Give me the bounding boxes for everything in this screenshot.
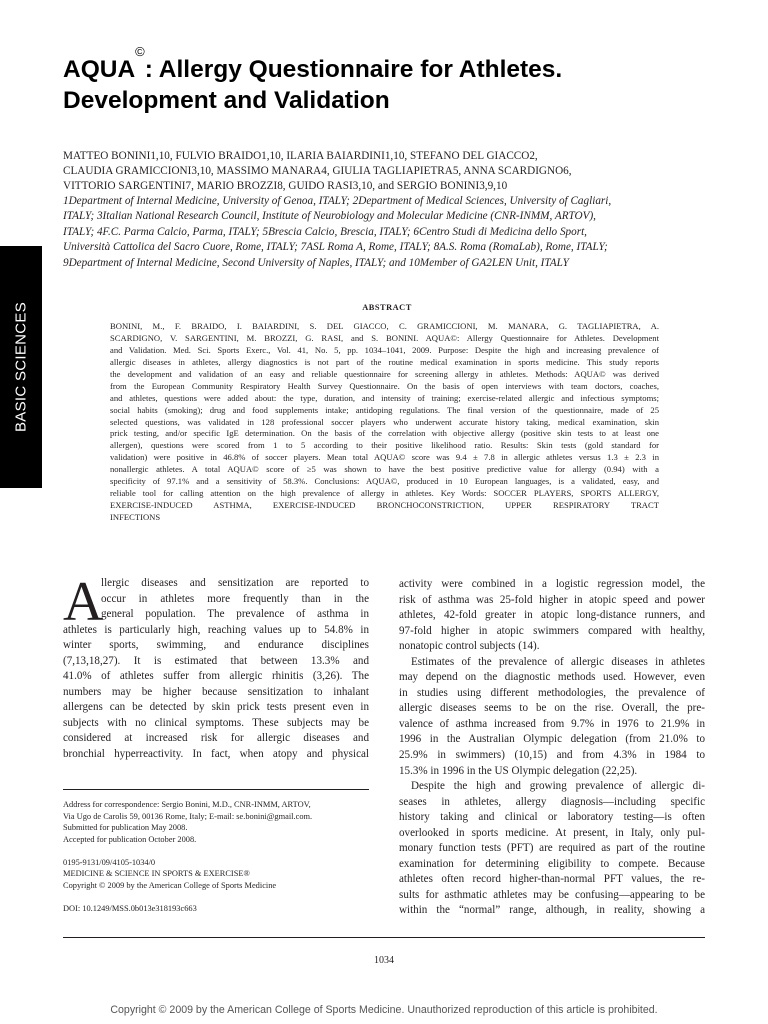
footnotes — [63, 799, 369, 914]
abstract-line: allergic diseases in athletes, allergy diagnostics is not part of the routine medical examination in sports medicine. This study reports — [110, 356, 659, 367]
footnote-divider — [63, 789, 369, 790]
drop-cap: A — [63, 571, 104, 633]
journal-line: 0195-9131/09/4105-1034/0 — [63, 857, 156, 867]
body-line: subjects with no clinical symptoms. These subjects may be — [63, 716, 369, 729]
body-line: winter sports, swimming, and endurance disciplines — [63, 639, 369, 652]
abstract-line: BONINI, M., F. BRAIDO, I. BAIARDINI, S. DEL GIACCO, C. GRAMICCIONI, M. MANARA, G. TAGLIAPIETRA, A. — [110, 321, 659, 331]
body-left-column — [63, 571, 369, 763]
title-acronym: AQUA — [63, 56, 136, 83]
body-line: considered at increased risk for allergic diseases and — [63, 732, 369, 745]
body-right-column — [399, 577, 705, 919]
body-line: numbers may be higher because sensitization to inhalant — [63, 685, 369, 698]
body-line: in studies using different methodologies, the prevalence of — [399, 686, 705, 699]
body-line: allergens can be detected by skin prick tests present even in — [63, 701, 369, 714]
correspondence-line: Submitted for publication May 2008. — [63, 823, 188, 832]
affiliation-line: 9Department of Internal Medicine, Second University of Naples, ITALY; and 10Member of GA2LEN Unit, ITALY — [63, 256, 569, 269]
body-line: monary function tests (PFT) are required as part of the routine — [399, 842, 705, 855]
body-line: seases in athletes, allergy diagnosis—including specific — [399, 795, 705, 808]
body-line: 41.0% of athletes suffer from allergic rhinitis (3,26). The — [63, 670, 369, 683]
affiliation-line: Università Cattolica del Sacro Cuore, Rome, ITALY; 7ASL Roma A, Rome, ITALY; 8A.S. Roma (RomaLab), Rome, ITALY; — [63, 241, 608, 254]
abstract-line: allergen), questions were scored from 1 to 5 according to their positive likelihood ratio. Results: Skin tests (gold standard for — [110, 440, 659, 451]
abstract-line: nonallergic athletes. A total AQUA© score of ≥5 was shown to have the best positive predictive value for allergy (0.94) with a — [110, 464, 659, 475]
body-line: may depend on the diagnostic methods used. However, even — [399, 671, 705, 684]
body-line: llergic diseases and sensitization are reported to — [101, 577, 369, 589]
affiliation-line: ITALY; 4F.C. Parma Calcio, Parma, ITALY; 5Brescia Calcio, Brescia, ITALY; 6Centro Studi di Medicina dello Sport, — [63, 225, 587, 238]
title-copyright-mark: © — [135, 44, 145, 59]
abstract-line: SCARDIGNO, V. SARGENTINI, M. BROZZI, G. RASI, and S. BONINI. AQUA©: Allergy Questionnaire for Athletes. Development — [110, 332, 659, 343]
abstract-line: INFECTIONS — [110, 512, 161, 522]
body-line: sults for asthmatic athletes may be confusing—appearing to be — [399, 888, 705, 901]
body-line: overlooked in sports medicine. At present, in Italy, only pul- — [399, 826, 705, 839]
title-line-2: Development and Validation — [63, 87, 390, 114]
title-text: : Allergy Questionnaire for Athletes. — [144, 56, 563, 83]
abstract-line: validation) were positive in 46.8% of soccer players. Mean total AQUA© score was 9.4 ± 7.8 in allergic athletes versus 1.3 ± 2.3 in — [110, 452, 659, 463]
body-line: history taking and clinical or laboratory testing—is often — [399, 811, 705, 824]
body-line: bronchial hyperreactivity. In fact, when atopy and physical — [63, 748, 369, 761]
abstract-line: social habits (smoking); drug and food supplements intake; antidoping regulations. The final version of the questionnaire, made of 25 — [110, 404, 659, 415]
abstract-body — [110, 321, 659, 524]
author-line: CLAUDIA GRAMICCIONI3,10, MASSIMO MANARA4, GIULIA TAGLIAPIETRA5, ANNA SCARDIGNO6, — [63, 165, 572, 178]
body-line: 15.3% in 1996 in the US Olympic delegation (22,25). — [399, 764, 638, 777]
author-line: MATTEO BONINI1,10, FULVIO BRAIDO1,10, ILARIA BAIARDINI1,10, STEFANO DEL GIACCO2, — [63, 150, 538, 162]
affiliation-line: ITALY; 3Italian National Research Council, Institute of Neurobiology and Molecular Medicine (CNR-INMM, ARTOV), — [63, 210, 596, 223]
body-line: 97-fold higher in atopic swimmers compared with healthy, — [399, 624, 705, 637]
abstract-line: and Validation. Med. Sci. Sports Exerc., Vol. 41, No. 5, pp. 1034–1041, 2009. Purpose: Despite the high and increasing prevalence of — [110, 344, 659, 355]
body-line: (7,13,18,27). It is estimated that between 13.3% and — [63, 654, 369, 667]
body-line: general population. The prevalence of asthma in — [101, 608, 369, 621]
body-line: Estimates of the prevalence of allergic diseases in athletes — [411, 655, 705, 668]
body-line: 1996 in the Australian Olympic delegation (from 21.0% to — [399, 733, 705, 746]
article-title — [63, 44, 703, 116]
abstract-line: and athletes, questions were added about: the type, duration, and intensity of training; exercise-related allergic and infectious symptoms; — [110, 392, 659, 403]
body-line: Despite the high and growing prevalence of allergic di- — [411, 780, 705, 793]
abstract-line: prick testing, and/or specific IgE determination. On the basis of the correlation with objective allergy (positive skin tests to at least one — [110, 428, 659, 439]
body-line: valence of asthma increased from 9.7% in 1976 to 21.9% in — [399, 717, 705, 730]
abstract-heading: ABSTRACT — [362, 303, 412, 312]
body-line: 25.9% in swimmers) (10,15) and from 4.3% in 1984 to — [399, 749, 705, 762]
abstract-line: reliable tool for calling attention on the high prevalence of allergy in athletes. Key Words: SOCCER PLAYERS, SPORTS ALLERGY, — [110, 488, 659, 499]
page-divider — [63, 937, 705, 938]
copyright-notice: Copyright © 2009 by the American College of Sports Medicine. Unauthorized reproduction of this article is prohibited. — [110, 1004, 658, 1016]
section-label: BASIC SCIENCES — [12, 301, 30, 433]
body-line: athletes is particularly high, reaching values up to 54.8% in — [63, 623, 369, 636]
body-line: risk of asthma was 25-fold higher in atopic speed and power — [399, 593, 705, 606]
correspondence-line: Via Ugo de Carolis 59, 00136 Rome, Italy; E-mail: se.bonini@gmail.com. — [63, 811, 313, 821]
doi: DOI: 10.1249/MSS.0b013e318193c663 — [63, 903, 197, 913]
correspondence-line: Address for correspondence: Sergio Bonini, M.D., CNR-INMM, ARTOV, — [63, 800, 311, 809]
author-list — [63, 149, 703, 195]
body-line: athletes often record higher-than-normal PFT values, the re- — [399, 873, 705, 886]
page-number: 1034 — [374, 955, 394, 966]
abstract-line: the development and validation of an easy and reliable questionnaire for screening allergy in athletes. Methods: AQUA© was derived — [110, 368, 659, 379]
body-line: allergic diseases seems to be on the rise. Overall, the pre- — [399, 702, 705, 715]
body-line: nonatopic control subjects (14). — [399, 640, 540, 653]
body-line: within the “normal” range, although, in reality, showing a — [399, 904, 705, 917]
abstract-line: specificity of 97.1% and a sensitivity of 58.3%. Conclusions: AQUA©, produced in 10 European languages, is a validated, easy, and — [110, 476, 659, 487]
body-line: occur in athletes more frequently than in the — [101, 592, 369, 605]
body-line: activity were combined in a logistic regression model, the — [399, 578, 705, 590]
author-line: VITTORIO SARGENTINI7, MARIO BROZZI8, GUIDO RASI3,10, and SERGIO BONINI3,9,10 — [63, 180, 508, 193]
abstract-line: EXERCISE-INDUCED ASTHMA, EXERCISE-INDUCED BRONCHOCONSTRICTION, UPPER RESPIRATORY TRACT — [110, 500, 659, 511]
journal-line: Copyright © 2009 by the American College of Sports Medicine — [63, 880, 277, 890]
correspondence-line: Accepted for publication October 2008. — [63, 834, 197, 844]
affiliations — [63, 194, 713, 271]
abstract-line: from the European Community Respiratory Health Survey Questionnaire. On the basis of open interviews with team doctors, coaches, — [110, 380, 659, 391]
journal-line: MEDICINE & SCIENCE IN SPORTS & EXERCISE® — [63, 869, 250, 878]
abstract-line: selected questions, was validated in 128 professional soccer players who underwent accurate history taking, medical examination, skin — [110, 416, 659, 427]
body-line: athletes, 42-fold greater in atopic long-distance runners, and — [399, 609, 705, 622]
body-line: examination for determining eligibility to compete. Because — [399, 857, 705, 870]
section-tab-basic-sciences — [0, 246, 42, 488]
affiliation-line: 1Department of Internal Medicine, University of Genoa, ITALY; 2Department of Medical Sciences, University of Cagliari, — [63, 195, 612, 207]
